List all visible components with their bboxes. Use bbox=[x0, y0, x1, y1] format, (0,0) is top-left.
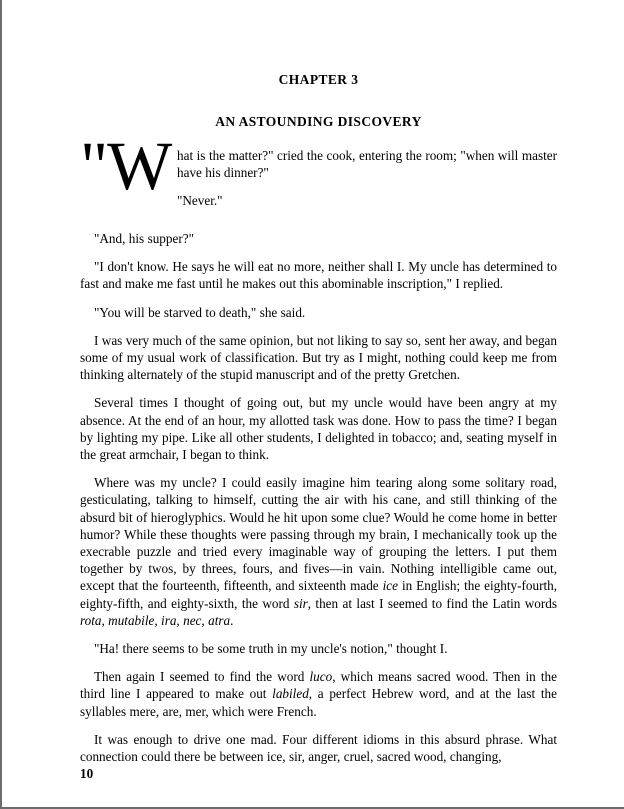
chapter-heading: CHAPTER 3 bbox=[278, 72, 359, 87]
paragraph-p-same-opinion: I was very much of the same opinion, but not liking to say so, sent her away, and began some of my usual work of classification. But try as I might, nothing could keep me from thinking alternately of the stupid manuscript and of the pretty Gretchen. bbox=[80, 332, 557, 383]
chapter-subtitle: AN ASTOUNDING DISCOVERY bbox=[215, 114, 422, 129]
body-paragraphs bbox=[80, 219, 557, 765]
page-number: 10 bbox=[80, 766, 94, 781]
paragraph-p-ha-there-seems: "Ha! there seems to be some truth in my uncle's notion," thought I. bbox=[94, 641, 448, 657]
paragraph-p-and-his-supper: "And, his supper?" bbox=[94, 231, 194, 246]
paragraph-p-where-was-my-uncle: Where was my uncle? I could easily imagine him tearing along some solitary road, gesticulating, talking to himself, cutting the air with his cane, and still thinking of the absurd bit of hieroglyphics. Would he hit upon some clue? Would he come home in better humor? While these thoughts were passing through my brain, I mechanically took up the execrable puzzle and tried every imaginable way of grouping the letters. I put them together by twos, by threes, fours, and fives—in vain. Nothing intelligible came out, except that the fourteenth, fifteenth, and sixteenth made ice in English; the eighty-fourth, eighty-fifth, and eighty-sixth, the word sir, then at last I seemed to find the Latin words rota, mutabile, ira, nec, atra. bbox=[80, 475, 558, 628]
opening-paragraph-block bbox=[80, 130, 557, 219]
page-content bbox=[80, 0, 557, 765]
paragraph-p-starved-to-death: "You will be starved to death," she said. bbox=[94, 304, 306, 320]
drop-cap: "W bbox=[80, 128, 172, 204]
paragraph-p-i-dont-know: "I don't know. He says he will eat no more, neither shall I. My uncle has determined to fast and make me fast until he makes out this abominable inscription," I replied. bbox=[80, 259, 557, 292]
paragraph-p-enough-to-drive-mad: It was enough to drive one mad. Four different idioms in this absurd phrase. What connection could there be between ice, sir, anger, cruel, sacred wood, changing, bbox=[80, 731, 557, 765]
italic-term: labiled bbox=[272, 686, 309, 702]
italic-term: luco bbox=[309, 669, 333, 685]
italic-term: rota, mutabile, ira, nec, atra bbox=[80, 612, 231, 628]
opening-paragraph: hat is the matter?" cried the cook, entering the room; "when will master have his dinner?" bbox=[177, 148, 557, 181]
paragraph-p-several-times: Several times I thought of going out, but my uncle would have been angry at my absence. At the end of an hour, my allotted task was done. How to pass the time? I began by lighting my pipe. Like all other students, I delighted in tobacco; and, seating myself in the great armchair, I began to think. bbox=[80, 395, 557, 463]
paragraph-p-then-again: Then again I seemed to find the word luco, which means sacred wood. Then in the third line I appeared to make out labiled, a perfect Hebrew word, and at the last the syllables mere, are, mer, which were French. bbox=[80, 669, 558, 719]
never-line: "Never." bbox=[177, 193, 223, 209]
italic-term: ice bbox=[382, 578, 398, 594]
italic-term: sir bbox=[293, 595, 308, 611]
